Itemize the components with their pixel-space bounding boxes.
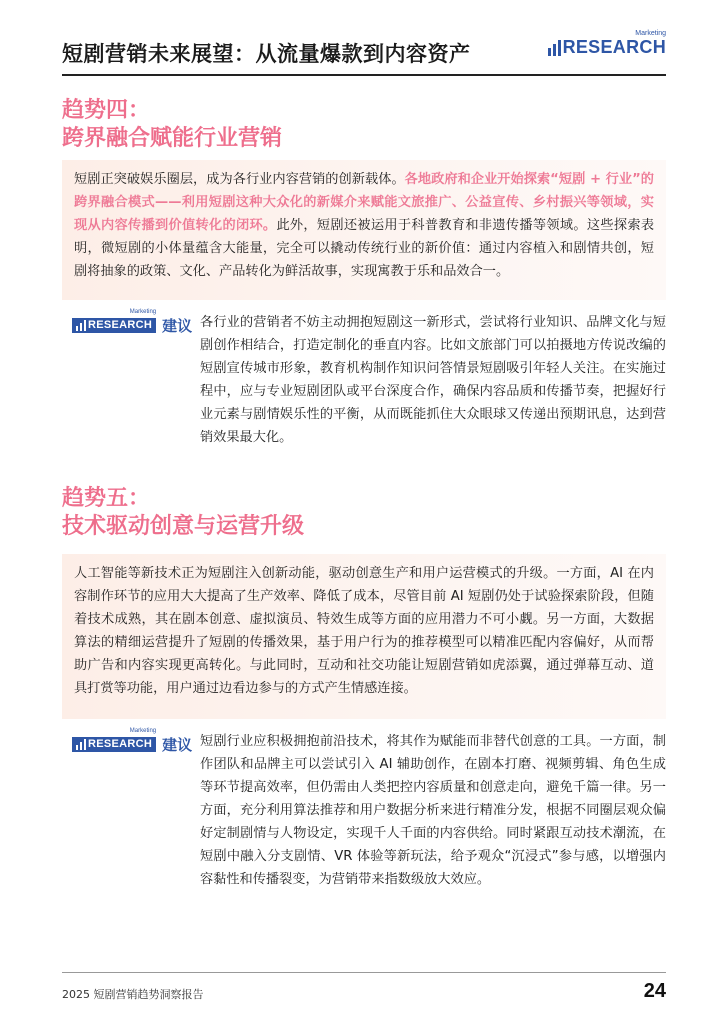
logo-text: RESEARCH [562, 37, 666, 57]
suggestion-label: 建议 [162, 736, 193, 754]
trend-five-suggestion [72, 730, 666, 905]
logo-bars-icon [548, 40, 561, 56]
page-header [62, 32, 666, 72]
logo-text: RESEARCH [88, 319, 153, 331]
suggestion-tag [72, 309, 193, 336]
research-logo-badge [72, 309, 157, 333]
trend-five-heading: 技术驱动创意与运营升级 [62, 514, 305, 539]
trend-four-heading: 跨界融合赋能行业营销 [62, 126, 283, 151]
suggestion-label: 建议 [162, 317, 193, 335]
trend-four-suggestion [72, 309, 666, 445]
trend-four-body-highlight: 各地政府和企业开始探索“短剧 + 行业”的跨界融合模式——利用短剧这种大众化的新媒介来赋能文旅推广、公益宣传、乡村振兴等领域，实现从内容传播到价值转化的闭环。 [74, 172, 654, 233]
trend-five-title [62, 485, 304, 541]
trend-five-body: 人工智能等新技术正为短剧注入创新动能，驱动创意生产和用户运营模式的升级。一方面，AI 在内容制作环节的应用大大提高了生产效率、降低了成本，尽管目前 AI 短剧仍处于试验探索阶段，但随着技术成熟，其在剧本创意、虚拟演员、特效生成等方面的应用潜力不可小觑。另一方面，大数据算法的精细运营提升了短剧的传播效果，基于用户行为的推荐模型可以精准匹配内容偏好，从而帮助广告和内容实现更高转化。与此同时，互动和社交功能让短剧营销如虎添翼，通过弹幕互动、道具打赏等功能，用户通过边看边参与的方式产生情感连接。 [74, 566, 654, 696]
suggestion-tag [72, 728, 193, 755]
logo-bars-icon [76, 739, 86, 750]
page-number: 24 [643, 980, 666, 1002]
trend-four-number: 趋势四： [62, 98, 151, 123]
trend-four-summary-box [62, 160, 666, 300]
trend-four-title [62, 97, 282, 153]
trend-four-body-part2: 此外，短剧还被运用于科普教育和非遗传播等领域。这些探索表明，微短剧的小体量蕴含大能量，完全可以撬动传统行业的新价值：通过内容植入和剧情共创，短剧将抽象的政策、文化、产品转化为鲜活故事，实现寓教于乐和品效合一。 [74, 218, 655, 279]
report-title: 2025 短剧营销趋势洞察报告 [62, 988, 204, 1001]
footer-divider [62, 972, 666, 973]
page-title: 短剧营销未来展望：从流量爆款到内容资产 [62, 42, 471, 66]
logo-text: RESEARCH [88, 738, 153, 750]
trend-five-suggestion-text: 短剧行业应积极拥抱前沿技术，将其作为赋能而非替代创意的工具。一方面，制作团队和品牌主可以尝试引入 AI 辅助创作，在剧本打磨、视频剪辑、角色生成等环节提高效率，但仍需由人类把控内容质量和创意走向，避免千篇一律。另一方面，充分利用算法推荐和用户数据分析来进行精准分发，根据不同圈层观众偏好定制剧情与人物设定，实现千人千面的内容供给。同时紧跟互动技术潮流，在短剧中融入分支剧情、VR 体验等新玩法，给予观众“沉浸式”参与感，以增强内容黏性和传播裂变，为营销带来指数级放大效应。 [200, 734, 666, 887]
trend-five-summary-box [62, 554, 666, 719]
logo-marketing-text: Marketing [635, 30, 666, 37]
logo-marketing-text: Marketing [129, 728, 157, 734]
research-logo-badge [72, 728, 157, 752]
trend-four-suggestion-text: 各行业的营销者不妨主动拥抱短剧这一新形式，尝试将行业知识、品牌文化与短剧创作相结合，打造定制化的垂直内容。比如文旅部门可以拍摄地方传说改编的短剧宣传城市形象，教育机构制作知识问答情景短剧吸引年轻人关注。在实施过程中，应与专业短剧团队或平台深度合作，确保内容品质和传播节奏，把握好行业元素与剧情娱乐性的平衡，从而既能抓住大众眼球又传递出预期讯息，达到营销效果最大化。 [200, 315, 666, 445]
trend-four-body-part1: 短剧正突破娱乐圈层，成为各行业内容营销的创新载体。 [74, 172, 405, 187]
header-divider [62, 74, 666, 76]
logo-marketing-text: Marketing [129, 309, 157, 315]
research-logo [548, 30, 666, 57]
logo-bars-icon [76, 320, 86, 331]
trend-five-number: 趋势五： [62, 486, 151, 511]
